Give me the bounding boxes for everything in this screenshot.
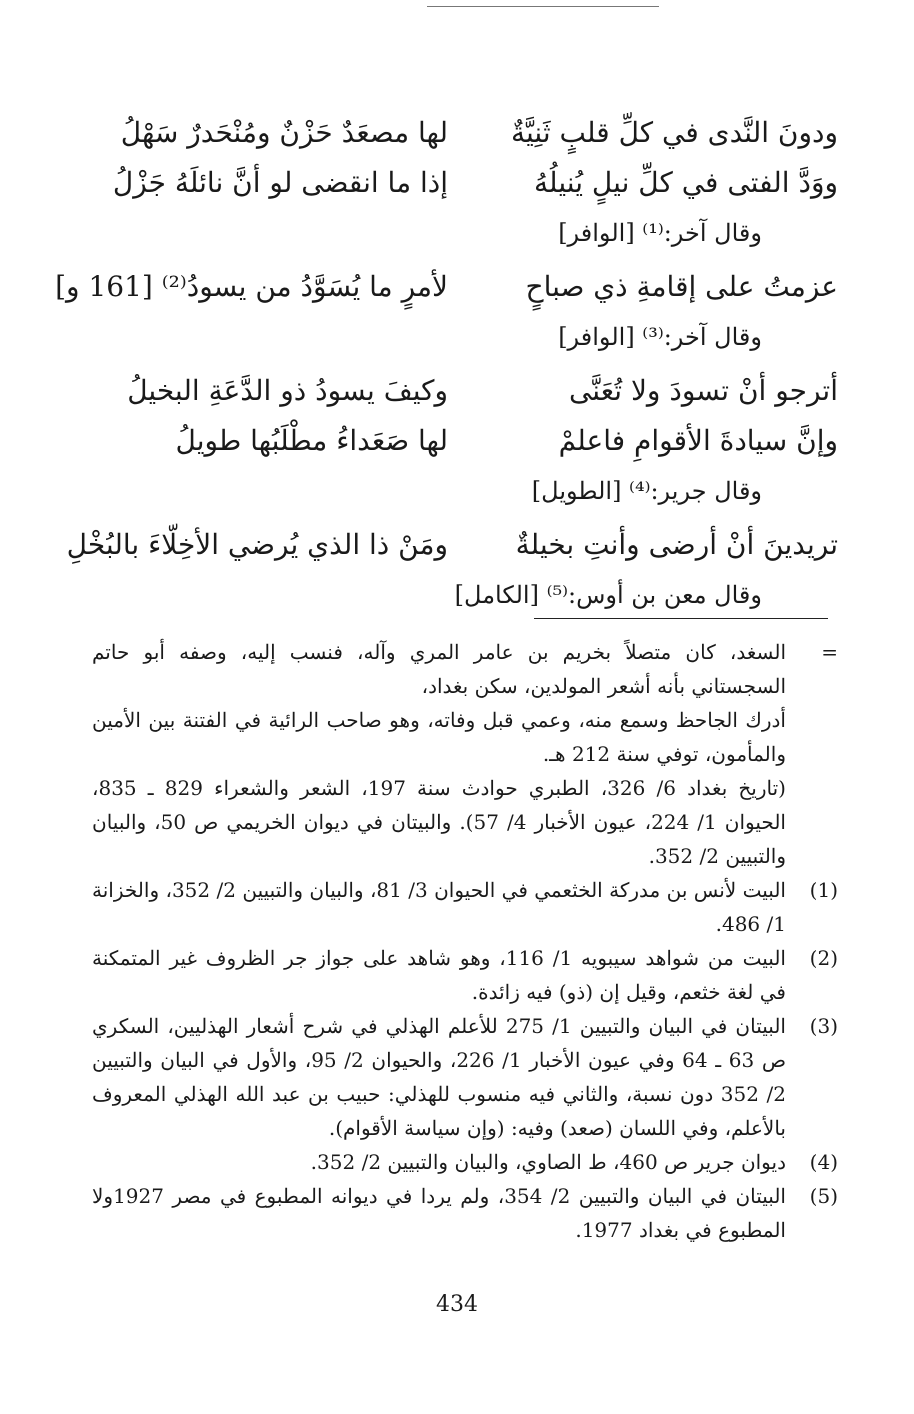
footnote-3 <box>92 1009 838 1145</box>
poet-attribution: وقال آخر:⁽³⁾ [الوافر] <box>558 323 762 351</box>
poetry-section <box>55 108 838 620</box>
footnote-continuation <box>92 635 838 873</box>
footnote-text: البيتان في البيان والتبيين 2/ 354، ولم يردا في ديوانه المطبوع في مصر 1927ولا المطبوع في بغداد 1977. <box>92 1184 786 1242</box>
footnote-2 <box>92 941 838 1009</box>
verse-line <box>88 416 838 466</box>
verse-line <box>66 520 838 570</box>
footnote-4 <box>92 1145 838 1179</box>
poet-attribution: وقال آخر:⁽¹⁾ [الوافر] <box>558 219 762 247</box>
verse-line <box>88 108 838 158</box>
footnote-text: ديوان جرير ص 460، ط الصاوي، والبيان والتبيين 2/ 352. <box>310 1150 786 1174</box>
footnote-text: البيتان في البيان والتبيين 1/ 275 للأعلم الهذلي في شرح أشعار الهذليين، السكري ص 63 ـ 64 وفي عيون الأخبار 1/ 226، والحيوان 2/ 95، والأول في البيان والتبيين 2/ 352 دون نسبة، والثاني فيه منسوب للهذلي: حبيب بن عبد الله الهذلي المعروف بالأعلم، وفي اللسان (صعد) وفيه: (وإن سياسة الأقوام). <box>92 1014 786 1140</box>
footnote-text <box>92 635 786 873</box>
footnote-separator <box>534 618 828 619</box>
verse-line <box>55 262 838 312</box>
poet-attribution: وقال معن بن أوس:⁽⁵⁾ [الكامل] <box>454 581 762 609</box>
footnote-number: (3) <box>809 1014 838 1038</box>
verse-second-hemistich: لها مصعَدٌ حَزْنٌ ومُنْحَدرٌ سَهْلُ <box>120 116 448 149</box>
footnote-number: (4) <box>809 1150 838 1174</box>
footnote-1 <box>92 873 838 941</box>
page-number: 434 <box>436 1292 478 1317</box>
footnote-paragraph: السغد، كان متصلاً بخريم بن عامر المري وآله، فنسب إليه، وصفه أبو حاتم السجستاني بأنه أشعر المولدين، سكن بغداد، <box>92 640 786 698</box>
verse-second-hemistich: إذا ما انقضى لو أنَّ نائلَهُ جَزْلُ <box>112 166 448 199</box>
footnotes-section <box>92 635 838 1247</box>
footnote-number: (2) <box>809 946 838 970</box>
verse-line <box>88 158 838 208</box>
verse-first-hemistich: ودونَ النَّدى في كلِّ قلبٍ ثَنِيَّةٌ <box>510 116 838 149</box>
footnote-number: (1) <box>809 878 838 902</box>
poet-attribution: وقال جرير:⁽⁴⁾ [الطويل] <box>531 477 762 505</box>
verse-second-hemistich: وكيفَ يسودُ ذو الدَّعَةِ البخيلُ <box>127 374 448 407</box>
verse-second-hemistich: ومَنْ ذا الذي يُرضي الأخِلّاءَ بالبُخْلِ <box>66 528 448 561</box>
verse-first-hemistich: وإنَّ سيادةَ الأقوامِ فاعلمْ <box>558 424 838 457</box>
footnote-5 <box>92 1179 838 1247</box>
continuation-marker: = <box>821 640 838 664</box>
verse-first-hemistich: أترجو أنْ تسودَ ولا تُعَنَّى <box>568 374 838 407</box>
footnote-text: البيت من شواهد سيبويه 1/ 116، وهو شاهد على جواز جر الظروف غير المتمكنة في لغة خثعم، وقيل إن (ذو) فيه زائدة. <box>92 946 786 1004</box>
footnote-number: (5) <box>809 1184 838 1208</box>
top-rule <box>427 6 659 7</box>
footnote-text: البيت لأنس بن مدركة الخثعمي في الحيوان 3/ 81، والبيان والتبيين 2/ 352، والخزانة 1/ 486. <box>92 878 786 936</box>
verse-first-hemistich: عزمتُ على إقامةِ ذي صباحٍ <box>525 270 838 303</box>
footnote-paragraph: (تاريخ بغداد 6/ 326، الطبري حوادث سنة 197، الشعر والشعراء 829 ـ 835، الحيوان 1/ 224، عيون الأخبار 4/ 57). والبيتان في ديوان الخريمي ص 50، والبيان والتبيين 2/ 352. <box>92 776 786 868</box>
verse-second-hemistich: لأمرٍ ما يُسَوَّدُ من يسودُ⁽²⁾ [161 و] <box>55 270 448 303</box>
verse-first-hemistich: تريدينَ أنْ أرضى وأنتِ بخيلةٌ <box>515 528 838 561</box>
verse-line <box>88 366 838 416</box>
footnote-paragraph: أدرك الجاحظ وسمع منه، وعمي قبل وفاته، وهو صاحب الرائية في الفتنة بين الأمين والمأمون، توفي سنة 212 هـ. <box>92 708 786 766</box>
verse-second-hemistich: لها صَعَداءُ مطْلَبُها طويلُ <box>175 424 448 457</box>
verse-first-hemistich: ووَدَّ الفتى في كلِّ نيلٍ يُنيلُهُ <box>534 166 838 199</box>
